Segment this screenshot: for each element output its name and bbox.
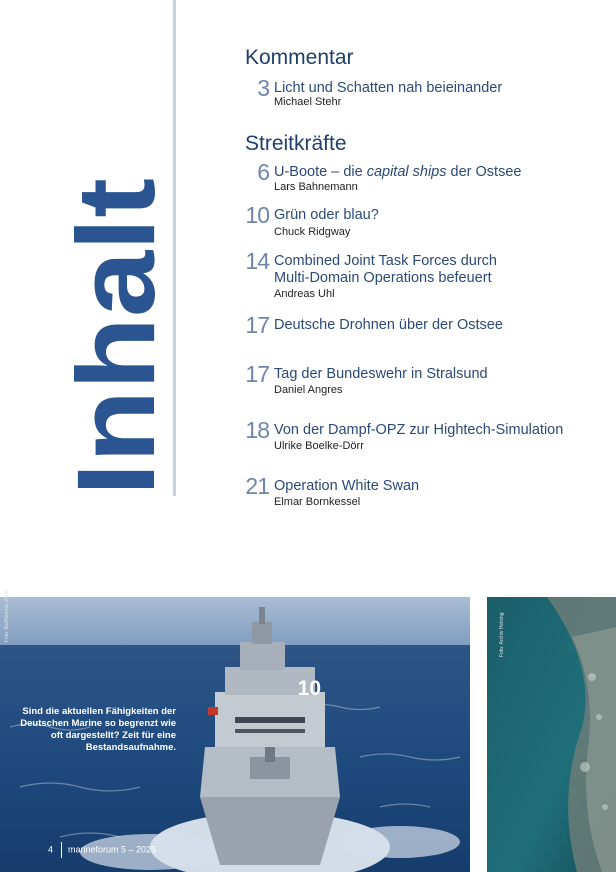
page-number: 17 <box>245 312 269 338</box>
article-title: Grün oder blau? <box>274 207 379 223</box>
vertical-title <box>55 178 178 496</box>
page-footer <box>48 842 156 858</box>
article-author: Chuck Ridgway <box>274 226 351 238</box>
article-author: Daniel Angres <box>274 384 343 396</box>
article-author: Elmar Bornkessel <box>274 496 361 508</box>
section-title-streitkraefte: Streitkräfte <box>245 132 347 155</box>
page-number: 14 <box>245 248 269 274</box>
footer-page-number: 4 <box>48 844 54 855</box>
photo-underwater[interactable] <box>487 597 616 872</box>
caption-number: 10 <box>297 677 321 700</box>
article-author: Lars Bahnemann <box>274 181 358 193</box>
article-author: Ulrike Boelke-Dörr <box>274 440 364 452</box>
page-number: 6 <box>257 159 269 185</box>
photo-caption: Sind die aktuellen Fähigkeiten der Deutschen Marine so begrenzt wie oft dargestellt? Zeit für eine Bestandsaufnahme. <box>20 706 176 753</box>
footer-divider <box>61 842 62 858</box>
photo-credit: Foto: Archiv Helsing <box>499 612 505 657</box>
page-number: 17 <box>245 361 269 387</box>
article-author: Michael Stehr <box>274 96 342 108</box>
article-title: Combined Joint Task Forces durch Multi-Domain Operations befeuert <box>274 253 497 286</box>
section-title-kommentar: Kommentar <box>245 46 354 69</box>
page-number: 18 <box>245 417 269 443</box>
page-number: 10 <box>245 202 269 228</box>
article-author: Andreas Uhl <box>274 288 335 300</box>
article-title: Deutsche Drohnen über der Ostsee <box>274 317 503 333</box>
footer-magazine: marineforum 5 – 2025 <box>68 844 157 855</box>
article-title: Operation White Swan <box>274 478 420 494</box>
vertical-title-text: Inhalt <box>55 202 178 496</box>
article-title: Licht und Schatten nah beieinander <box>274 80 503 96</box>
photo-credit: Foto: Bw/Norman Weid <box>4 590 10 642</box>
article-title: Tag der Bundeswehr in Stralsund <box>274 366 488 382</box>
article-title: U-Boote – die capital ships der Ostsee <box>274 164 522 180</box>
page-number: 3 <box>257 75 269 101</box>
article-title: Von der Dampf-OPZ zur Hightech-Simulation <box>274 422 564 438</box>
page-number: 21 <box>245 473 269 499</box>
vertical-divider <box>173 0 176 496</box>
